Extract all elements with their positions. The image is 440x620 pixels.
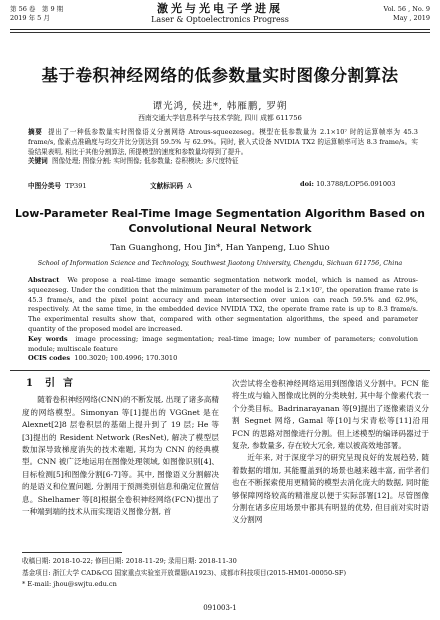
doc-code <box>150 180 192 190</box>
footnote-email: * E-mail: jhou@swjtu.edu.cn <box>22 580 117 588</box>
class-number-label: 中图分类号 <box>28 182 61 190</box>
footnote-funding: 基金项目: 浙江大学 CAD&CG 国家重点实验室开放课题(A1923)、成都市科技项目(2015-HM01-00050-SF) <box>22 568 347 577</box>
journal-title-cn: 激光与光电子学进展 <box>157 2 283 15</box>
keywords-en-label: Key words <box>28 334 68 343</box>
doi-label: doi: <box>300 180 314 188</box>
abstract-en <box>28 276 418 364</box>
section-heading <box>26 378 219 390</box>
abstract-en-text: We propose a real-time image semantic segmentation network model, which is named as Atrous-squeezeseg. Under the condition that the minimum parameter of the model is 2.1×10⁷, the operation frame rate is 45.3 frame/s, and the pixel point accuracy and mean intersection over union can reach 59.5% and 62.9%, respectively. At the same time, in the embedded device NVIDIA TX2, the operate frame rate is up to 8.3 frame/s. The experimental results show that, compared with other segmentation algorithms, the speed and parameter quantity of the proposed model are increased. <box>28 276 418 333</box>
header-volume-cn: 第 56 卷 第 9 期 <box>10 5 64 13</box>
section-title: 引言 <box>44 378 81 389</box>
footnote <box>22 556 422 591</box>
keywords-cn-label: 关键词 <box>28 157 48 166</box>
paper-title-cn: 基于卷积神经网络的低参数量实时图像分割算法 <box>41 66 399 85</box>
body-paragraph: 近年来, 对于深度学习的研究呈现良好的发展趋势, 随着数据的增加, 其能覆盖到的场景也越来越丰富, 而学者们也在不断探索使用更精简的模型去消化庞大的数据, 同时能够保障网络较高的精准度以便于实际部署[12]。尽管图像分割在诸多应用场景中都具有明显的优势, 但目前对实时语义分割网 <box>232 453 429 525</box>
authors-en: Tan Guanghong, Hou Jin*, Han Yanpeng, Luo Shuo <box>110 243 330 253</box>
abstract-rule <box>10 370 430 371</box>
abstract-cn-text: 提出了一种低参数量实时图像语义分割网络 Atrous-squeezeseg。模型在低参数量为 2.1×10⁷ 时的运算帧率为 45.3 frame/s, 像素点准确度与均交并比分别达到 59.5% 与 62.9%。同时, 嵌入式设备 NVIDIA TX2 的运算帧率可达 8.3 frame/s。实验结果表明, 相比于其他分割算法, 所提模型的速度和参数量均得到了提升。 <box>28 128 418 156</box>
affiliation-en: School of Information Science and Technology, Southwest Jiaotong University, Chengdu, Sichuan 611756, China <box>37 259 403 267</box>
affiliation-cn: 西南交通大学信息科学与技术学院, 四川 成都 611756 <box>138 114 302 122</box>
header-journal <box>0 2 440 25</box>
body-paragraph: 次尝试将全卷积神经网络运用到图像语义分割中。FCN 能将生成与输入图像成比例的分类映射, 其中每个像素代表一个分类目标。Badrinarayanan 等[9]提出了逐像素语义分割 Segnet 网络, Gamal 等[10]与宋青松等[11]沿用 FCN 的思路对图像进行分割。但上述模型的编译码器过于复杂, 参数量多, 存在较大冗余, 难以被高效地部署。 <box>232 379 429 451</box>
keywords-en-text: image processing; image segmentation; real-time image; low number of parameters; convolution module; multiscale feature <box>28 334 418 353</box>
doc-code-label: 文献标识码 <box>150 182 183 190</box>
page-number: 091003-1 <box>203 604 237 612</box>
footnote-received: 收稿日期: 2018-10-22; 修回日期: 2018-11-29; 录用日期: 2018-11-30 <box>22 557 237 565</box>
abstract-cn-label: 摘要 <box>28 128 43 136</box>
header-rule-thin <box>10 32 430 33</box>
class-number <box>28 180 87 190</box>
header-rule <box>10 29 430 30</box>
keywords-cn-text: 图像处理; 图像分割; 实时图像; 低参数量; 卷积模块; 多尺度特征 <box>51 157 239 166</box>
section-number: 1 <box>26 378 33 389</box>
abstract-en-label: Abstract <box>28 276 60 284</box>
header-volume-en: Vol. 56 , No. 9 <box>383 5 430 13</box>
body-column-right <box>232 378 429 527</box>
doi-value: 10.3788/LOP56.091003 <box>316 180 396 188</box>
footnote-rule <box>22 552 122 553</box>
doi <box>300 180 395 188</box>
header-date-en: May , 2019 <box>393 14 430 22</box>
ocis-text: 100.3020; 100.4996; 170.3010 <box>74 354 178 363</box>
doc-code-value: A <box>187 182 192 190</box>
body-paragraph: 随着卷积神经网络(CNN)的不断发展, 出现了诸多高精度的网络模型。Simonyan 等[1]提出的 VGGnet 是在 Alexnet[2]8 层卷积层的基础上提升到了 19 层; He 等[3]提出的 Resident Network (ResNet), 解决了模型层数加深导致梯度消失的技术难题, 其均为 CNN 的经典模型。CNN 被广泛地运用在图像处理领域, 如图像识别[4]、目标检测[5]和图像分割[6-7]等。其中, 图像语义分割解决的是语义和位置问题, 分割用于预测类别信息和确定位置信息。Shelhamer 等[8]根据全卷积神经网络(FCN)提出了一种端到端的技术从而实现语义图像分割, 首 <box>22 395 219 517</box>
class-number-value: TP391 <box>65 182 87 190</box>
header-volume-info-en <box>384 5 430 23</box>
authors-cn: 谭光鸿, 侯进*, 韩雁鹏, 罗朔 <box>152 101 288 112</box>
journal-title-en: Laser & Optoelectronics Progress <box>151 15 289 24</box>
header-date-cn: 2019 年 5 月 <box>10 14 50 22</box>
ocis-label: OCIS codes <box>28 354 71 363</box>
body-column-left <box>22 376 219 518</box>
abstract-cn <box>28 128 418 167</box>
paper-title-en: Low-Parameter Real-Time Image Segmentation Algorithm Based on Convolutional Neural Network <box>15 207 425 235</box>
